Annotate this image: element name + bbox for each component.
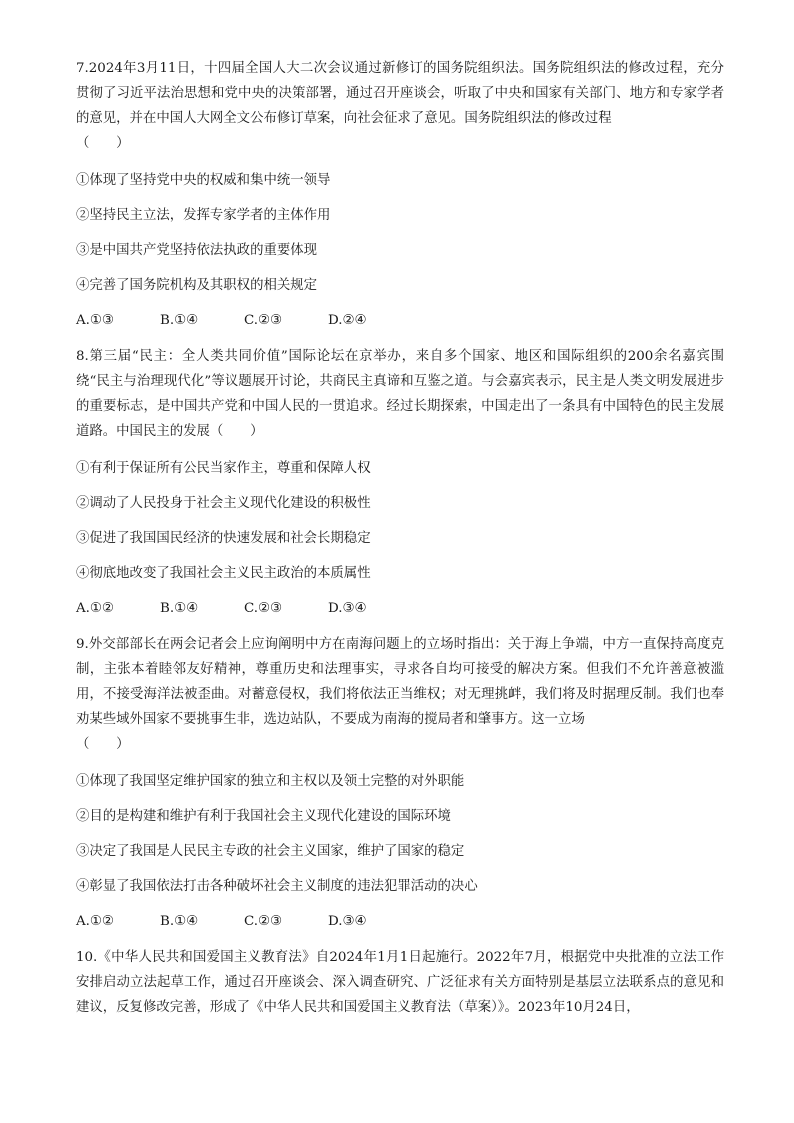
option-item: ④彰显了我国依法打击各种破坏社会主义制度的违法犯罪活动的决心 <box>76 879 478 894</box>
option-item: ③是中国共产党坚持依法执政的重要体现 <box>76 243 318 258</box>
option-item: ①体现了坚持党中央的权威和集中统一领导 <box>76 173 331 188</box>
choice-b: B.①④ <box>160 313 199 328</box>
choice-a: A.①③ <box>76 313 114 328</box>
choice-a: A.①② <box>76 914 114 929</box>
question-10 <box>76 945 724 1020</box>
choice-d: D.③④ <box>328 601 367 616</box>
answer-choices <box>76 912 724 932</box>
exam-page <box>76 56 724 1020</box>
choice-c: C.②③ <box>244 601 283 616</box>
choice-d: D.②④ <box>328 313 367 328</box>
question-9 <box>76 632 724 932</box>
choice-c: C.②③ <box>244 313 283 328</box>
choice-b: B.①④ <box>160 914 199 929</box>
answer-choices <box>76 311 724 331</box>
answer-choices <box>76 599 724 619</box>
question-stem: 8.第三届“民主：全人类共同价值”国际论坛在京举办，来自多个国家、地区和国际组织的200余名嘉宾围绕“民主与治理现代化”等议题展开讨论，共商民主真谛和互鉴之道。与会嘉宾表示，民主是人类文明发展进步的重要标志，是中国共产党和中国人民的一贯追求。经过长期探索，中国走出了一条具有中国特色的民主发展道路。中国民主的发展（ ） <box>76 349 724 439</box>
option-item: ③决定了我国是人民民主专政的社会主义国家，维护了国家的稳定 <box>76 844 465 859</box>
option-item: ④完善了国务院机构及其职权的相关规定 <box>76 278 318 293</box>
option-item: ②坚持民主立法，发挥专家学者的主体作用 <box>76 208 331 223</box>
choice-d: D.③④ <box>328 914 367 929</box>
question-7 <box>76 56 724 331</box>
option-item: ④彻底地改变了我国社会主义民主政治的本质属性 <box>76 566 371 581</box>
choice-b: B.①④ <box>160 601 199 616</box>
choice-c: C.②③ <box>244 914 283 929</box>
option-item: ②目的是构建和维护有利于我国社会主义现代化建设的国际环境 <box>76 809 451 824</box>
question-stem: 10.《中华人民共和国爱国主义教育法》自2024年1月1日起施行。2022年7月，根据党中央批准的立法工作安排启动立法起草工作，通过召开座谈会、深入调查研究、广泛征求有关方面特别是基层立法联系点的意见和建议，反复修改完善，形成了《中华人民共和国爱国主义教育法（草案）》。2023年10月24日， <box>76 950 724 1015</box>
option-item: ②调动了人民投身于社会主义现代化建设的积极性 <box>76 496 371 511</box>
option-item: ①体现了我国坚定维护国家的独立和主权以及领土完整的对外职能 <box>76 774 465 789</box>
answer-paren: （ ） <box>76 737 130 752</box>
question-stem: 7.2024年3月11日，十四届全国人大二次会议通过新修订的国务院组织法。国务院组织法的修改过程，充分贯彻了习近平法治思想和党中央的决策部署，通过召开座谈会，听取了中央和国家有关部门、地方和专家学者的意见，并在中国人大网全文公布修订草案，向社会征求了意见。国务院组织法的修改过程 <box>76 61 724 126</box>
answer-paren: （ ） <box>76 136 130 151</box>
option-item: ①有利于保证所有公民当家作主，尊重和保障人权 <box>76 461 371 476</box>
choice-a: A.①② <box>76 601 114 616</box>
question-stem: 9.外交部部长在两会记者会上应询阐明中方在南海问题上的立场时指出：关于海上争端，中方一直保持高度克制，主张本着睦邻友好精神，尊重历史和法理事实，寻求各自均可接受的解决方案。但我们不允许善意被滥用，不接受海洋法被歪曲。对蓄意侵权，我们将依法正当维权；对无理挑衅，我们将及时据理反制。我们也奉劝某些域外国家不要挑事生非，选边站队，不要成为南海的搅局者和肇事方。这一立场 <box>76 637 724 727</box>
question-8 <box>76 344 724 619</box>
option-item: ③促进了我国国民经济的快速发展和社会长期稳定 <box>76 531 371 546</box>
